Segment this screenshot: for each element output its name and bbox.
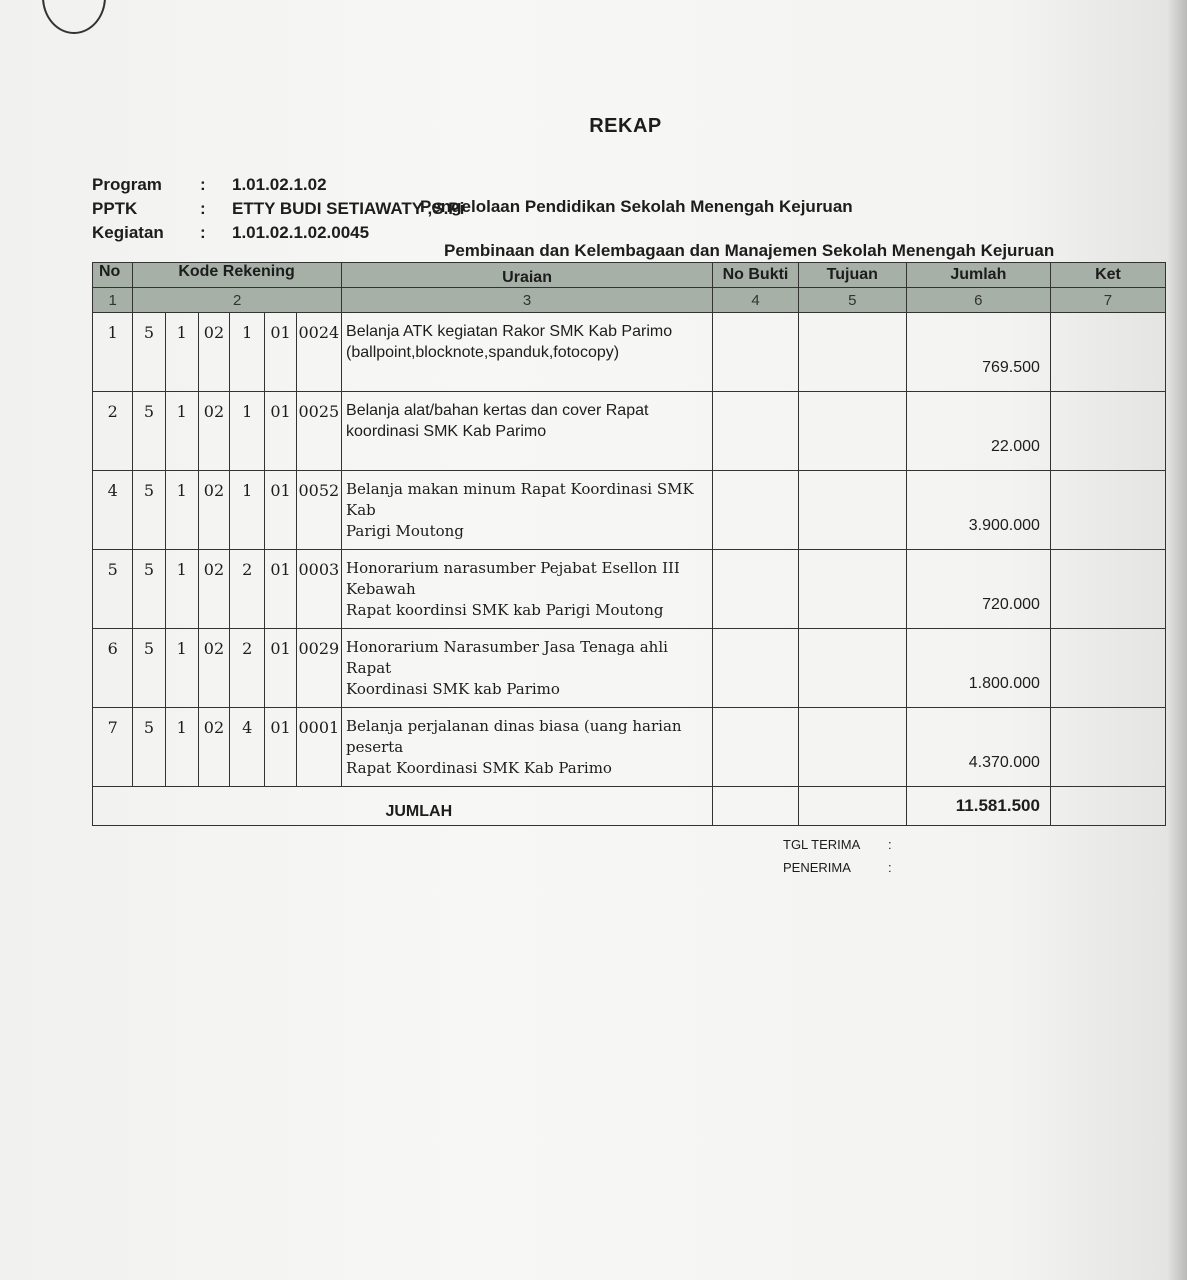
header-jumlah: Jumlah (906, 263, 1050, 288)
meta-program: Program : 1.01.02.1.02 (92, 175, 327, 194)
header-number: 1 (93, 288, 133, 313)
row-ket (1050, 313, 1165, 392)
row-jumlah: 3.900.000 (906, 471, 1050, 550)
kode-part: 02 (198, 708, 229, 787)
kode-part: 02 (198, 313, 229, 392)
kode-part: 01 (265, 550, 296, 629)
kode-part: 1 (165, 629, 198, 708)
row-ket (1050, 471, 1165, 550)
table-row (93, 708, 1166, 787)
total-value: 11.581.500 (906, 787, 1050, 826)
row-no-bukti (713, 550, 799, 629)
row-ket (1050, 550, 1165, 629)
pptk-label: PPTK (92, 199, 138, 218)
header-number: 7 (1050, 288, 1165, 313)
header-tujuan: Tujuan (798, 263, 906, 288)
row-no: 2 (93, 392, 133, 471)
row-no-bukti (713, 708, 799, 787)
row-uraian: Belanja makan minum Rapat Koordinasi SMK Kab Parigi Moutong (342, 471, 713, 550)
program-desc: Pengelolaan Pendidikan Sekolah Menengah Kejuruan (420, 197, 853, 216)
kode-part: 1 (230, 471, 265, 550)
row-tujuan (798, 629, 906, 708)
row-ket (1050, 708, 1165, 787)
meta-kegiatan: Kegiatan : 1.01.02.1.02.0045 (92, 223, 370, 242)
kode-part: 2 (230, 550, 265, 629)
row-uraian: Belanja perjalanan dinas biasa (uang harian peserta Rapat Koordinasi SMK Kab Parimo (342, 708, 713, 787)
kode-part: 0025 (296, 392, 341, 471)
kode-part: 4 (230, 708, 265, 787)
kode-part: 2 (230, 629, 265, 708)
kode-part: 1 (165, 708, 198, 787)
table-row (93, 550, 1166, 629)
total-ket (1050, 787, 1165, 826)
total-row (93, 787, 1166, 826)
row-no-bukti (713, 471, 799, 550)
kode-part: 0003 (296, 550, 341, 629)
kode-part: 5 (133, 392, 165, 471)
rekap-table (92, 262, 1166, 826)
header-number: 2 (133, 288, 342, 313)
kode-part: 02 (198, 550, 229, 629)
kegiatan-code: 1.01.02.1.02.0045 (232, 223, 370, 242)
total-no-bukti (713, 787, 799, 826)
kode-part: 1 (230, 313, 265, 392)
penerima-line: PENERIMA : (783, 860, 892, 875)
row-no: 4 (93, 471, 133, 550)
row-no: 5 (93, 550, 133, 629)
penerima-label: PENERIMA (783, 860, 851, 875)
program-code: 1.01.02.1.02 (232, 175, 327, 194)
row-jumlah: 1.800.000 (906, 629, 1050, 708)
row-tujuan (798, 708, 906, 787)
table-row (93, 392, 1166, 471)
kode-part: 01 (265, 392, 296, 471)
kode-part: 01 (265, 471, 296, 550)
kode-part: 1 (230, 392, 265, 471)
row-ket (1050, 392, 1165, 471)
table-row (93, 471, 1166, 550)
kode-part: 02 (198, 471, 229, 550)
row-jumlah: 769.500 (906, 313, 1050, 392)
row-no: 7 (93, 708, 133, 787)
kode-part: 5 (133, 471, 165, 550)
tgl-terima-label: TGL TERIMA (783, 837, 861, 852)
row-no-bukti (713, 629, 799, 708)
kode-part: 02 (198, 392, 229, 471)
page-edge-shadow (1167, 0, 1187, 1280)
row-jumlah: 4.370.000 (906, 708, 1050, 787)
table-header (93, 263, 1166, 288)
table-row (93, 313, 1166, 392)
pptk-value: ETTY BUDI SETIAWATY ,S.Pi (232, 199, 465, 218)
header-no: No (93, 263, 133, 288)
kode-part: 5 (133, 708, 165, 787)
row-tujuan (798, 313, 906, 392)
total-label: JUMLAH (93, 787, 713, 826)
row-jumlah: 720.000 (906, 550, 1050, 629)
kode-part: 1 (165, 471, 198, 550)
row-tujuan (798, 471, 906, 550)
row-no: 1 (93, 313, 133, 392)
kegiatan-label: Kegiatan (92, 223, 164, 242)
row-ket (1050, 629, 1165, 708)
header-number: 3 (342, 288, 713, 313)
kode-part: 1 (165, 392, 198, 471)
row-no: 6 (93, 629, 133, 708)
row-tujuan (798, 392, 906, 471)
row-tujuan (798, 550, 906, 629)
row-uraian: Honorarium narasumber Pejabat Esellon III Kebawah Rapat koordinsi SMK kab Parigi Moutong (342, 550, 713, 629)
kode-part: 0001 (296, 708, 341, 787)
row-no-bukti (713, 392, 799, 471)
row-uraian: Belanja alat/bahan kertas dan cover Rapat koordinasi SMK Kab Parimo (342, 392, 713, 471)
header-kode-rekening: Kode Rekening (133, 263, 342, 288)
header-uraian: Uraian (342, 263, 713, 288)
kegiatan-desc: Pembinaan dan Kelembagaan dan Manajemen Sekolah Menengah Kejuruan (444, 241, 1055, 260)
table-header-numbers (93, 288, 1166, 313)
meta-pptk: PPTK : ETTY BUDI SETIAWATY ,S.Pi (92, 199, 465, 218)
kode-part: 5 (133, 629, 165, 708)
header-ket: Ket (1050, 263, 1165, 288)
header-no-bukti: No Bukti (713, 263, 799, 288)
total-tujuan (798, 787, 906, 826)
row-jumlah: 22.000 (906, 392, 1050, 471)
row-uraian: Honorarium Narasumber Jasa Tenaga ahli Rapat Koordinasi SMK kab Parimo (342, 629, 713, 708)
table-row (93, 629, 1166, 708)
tgl-terima-line: TGL TERIMA : (783, 837, 892, 852)
kode-part: 5 (133, 313, 165, 392)
row-uraian: Belanja ATK kegiatan Rakor SMK Kab Parimo (ballpoint,blocknote,spanduk,fotocopy) (342, 313, 713, 392)
row-no-bukti (713, 313, 799, 392)
kode-part: 02 (198, 629, 229, 708)
kode-part: 0029 (296, 629, 341, 708)
kode-part: 1 (165, 550, 198, 629)
kode-part: 01 (265, 708, 296, 787)
kode-part: 0052 (296, 471, 341, 550)
header-number: 4 (713, 288, 799, 313)
kode-part: 1 (165, 313, 198, 392)
document-title: REKAP (589, 115, 662, 137)
header-number: 6 (906, 288, 1050, 313)
kode-part: 0024 (296, 313, 341, 392)
kode-part: 01 (265, 313, 296, 392)
program-label: Program (92, 175, 162, 194)
kode-part: 01 (265, 629, 296, 708)
header-number: 5 (798, 288, 906, 313)
kode-part: 5 (133, 550, 165, 629)
